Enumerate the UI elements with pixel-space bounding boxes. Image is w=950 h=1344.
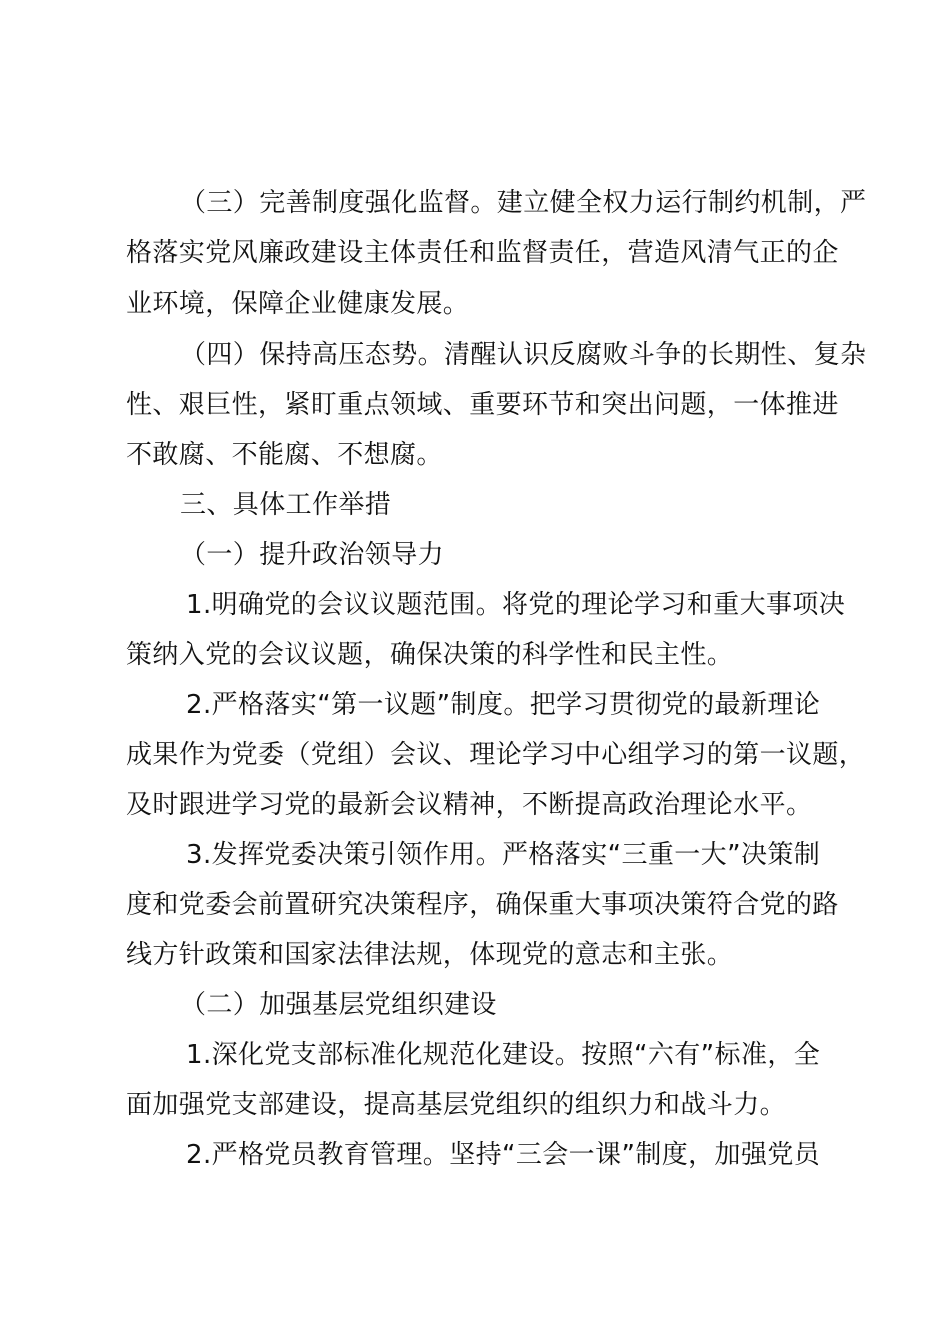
text-line: （三）完善制度强化监督。建立健全权力运行制约机制，严: [180, 188, 867, 218]
text-line: （四）保持高压态势。清醒认识反腐败斗争的长期性、复杂: [180, 340, 867, 370]
text-line: 1.明确党的会议议题范围。将党的理论学习和重大事项决: [186, 590, 846, 620]
section-heading: 三、具体工作举措: [180, 490, 392, 520]
text-line: 业环境，保障企业健康发展。: [126, 289, 470, 319]
text-line: 策纳入党的会议议题，确保决策的科学性和民主性。: [126, 640, 734, 670]
subsection-heading: （二）加强基层党组织建设: [180, 990, 497, 1020]
text-line: 面加强党支部建设，提高基层党组织的组织力和战斗力。: [126, 1090, 787, 1120]
text-line: 度和党委会前置研究决策程序，确保重大事项决策符合党的路: [126, 890, 839, 920]
text-line: 格落实党风廉政建设主体责任和监督责任，营造风清气正的企: [126, 238, 839, 268]
text-line: 1.深化党支部标准化规范化建设。按照“六有”标准，全: [186, 1040, 821, 1070]
text-line: 2.严格落实“第一议题”制度。把学习贯彻党的最新理论: [186, 690, 821, 720]
text-line: 3.发挥党委决策引领作用。严格落实“三重一大”决策制: [186, 840, 821, 870]
text-line: 2.严格党员教育管理。坚持“三会一课”制度，加强党员: [186, 1140, 821, 1170]
subsection-heading: （一）提升政治领导力: [180, 540, 445, 570]
text-line: 不敢腐、不能腐、不想腐。: [126, 440, 443, 470]
text-line: 线方针政策和国家法律法规，体现党的意志和主张。: [126, 940, 734, 970]
text-line: 性、艰巨性，紧盯重点领域、重要环节和突出问题，一体推进: [126, 390, 839, 420]
text-line: 成果作为党委（党组）会议、理论学习中心组学习的第一议题，: [126, 740, 866, 770]
text-line: 及时跟进学习党的最新会议精神，不断提高政治理论水平。: [126, 790, 813, 820]
